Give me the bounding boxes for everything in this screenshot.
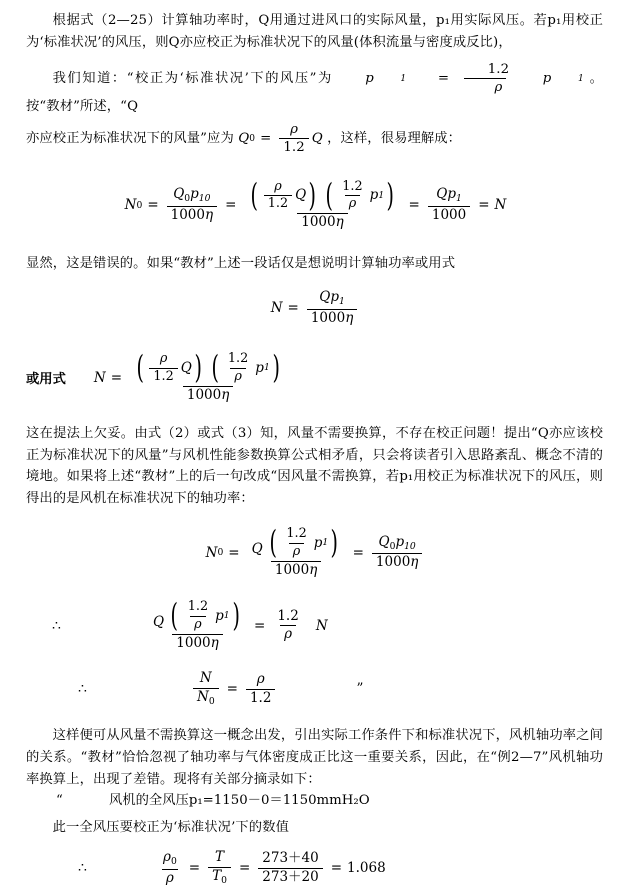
p7-quote-text: 风机的全风压p₁=1150－0＝1150mmH₂O [109, 793, 370, 809]
quote-close-1: ” [356, 681, 364, 698]
therefore-symbol-3: ∴ [78, 860, 87, 877]
p4-text: 显然，这是错误的。如果“教材”上述一段话仅是想说明计算轴功率或用式 [26, 255, 456, 271]
paragraph-4 [26, 253, 603, 275]
p2-text-a: 我们知道：“校正为‘标准状况’下的风压”为 [52, 71, 333, 87]
or-use-label: 或用式 [26, 372, 66, 388]
quote-line-row [26, 790, 603, 812]
therefore-symbol-1: ∴ [52, 617, 61, 634]
equation-1: N 0 = $\frac{Q_0p_{10}}{1000\eta}$ = ( $\frac{\rho}{1.2}$ Q ) ( $\frac{1.2}{\rho}$ p 1 ) 1000η = $\frac{Qp_1}{1000}$ = N [124, 177, 507, 231]
equation-6-row [0, 671, 631, 707]
p2-text-b: 。按“教材”所述，“Q [26, 71, 604, 114]
therefore-symbol-2: ∴ [78, 681, 87, 698]
p6-text: 这样便可从风量不需换算这一概念出发，引出实际工作条件下和标准状况下，风机轴功率之间的关系。“教材”恰恰忽视了轴功率与气体密度成正比这一重要关系，因此，在“例2—7”风机轴功率换算上，出现了差错。现将有关部分摘录如下： [26, 728, 603, 787]
paragraph-2 [26, 62, 603, 117]
equation-3: N = ( $\frac{\rho}{1.2}$ Q ) ( $\frac{1.2}{\rho}$ p 1 ) 1000η [93, 350, 280, 403]
paragraph-8 [26, 817, 603, 839]
paragraph-1 [26, 10, 603, 53]
equation-3-row [0, 352, 631, 403]
document-page [0, 10, 631, 886]
equation-2: N = $\frac{Qp_1}{1000\eta}$ [0, 290, 631, 326]
equation-5: Q ( $\frac{1.2}{\rho}$ p 1 ) 1000η = $\frac{1.2}{\rho}$ N [153, 598, 328, 651]
quote-open-1: “ [56, 793, 63, 809]
equation-7-row [0, 850, 631, 886]
equation-5-row [0, 600, 631, 651]
p8-text: 此一全风压要校正为‘标准状况’下的数值 [52, 819, 289, 835]
p3-text-b: ，这样，很易理解成： [327, 131, 462, 147]
p5-text: 这在提法上欠妥。由式（2）或式（3）知，风量不需要换算，不存在校正问题！提出“Q亦应该校正为标准状况下的风量”与风机性能参数换算公式相矛盾，只会将读者引入思路紊乱、概念不清的境地。如果将上述“教材”上的后一句改成“因风量不需换算，若p₁用校正为标准状况下的风压，则得出的是风机在标准状况下的轴功率： [26, 426, 603, 506]
p3-text-a: 亦应校正为标准状况下的风量”应为 [26, 131, 234, 147]
equation-4: N 0 = Q ( $\frac{1.2}{\rho}$ p 1 ) 1000η = $\frac{Q_0p_{10}}{1000\eta}$ [0, 527, 631, 578]
inline-eq-q0: Q 0 = $\frac{\rho}{1.2}$ Q [238, 122, 323, 156]
p1-text: 根据式（2—25）计算轴功率时，Q用通过进风口的实际风量，p₁用实际风压。若p₁用校正为‘标准状况’的风压，则Q亦应校正为标准状况下的风量(体积流量与密度成反比)， [26, 13, 603, 50]
equation-6: $\frac{N}{N_0}$ = $\frac{\rho}{1.2}$ ” [190, 671, 363, 707]
paragraph-3 [26, 122, 603, 156]
inline-eq-p1: p 1 = $\frac{1.2}{\rho}$ p 1 [365, 62, 584, 96]
paragraph-6 [26, 725, 603, 790]
paragraph-5 [26, 423, 603, 509]
equation-7: $\frac{\rho_0}{\rho}$ = $\frac{T}{T_0}$ = $\frac{273+40}{273+20}$ = 1.068 [163, 849, 386, 886]
